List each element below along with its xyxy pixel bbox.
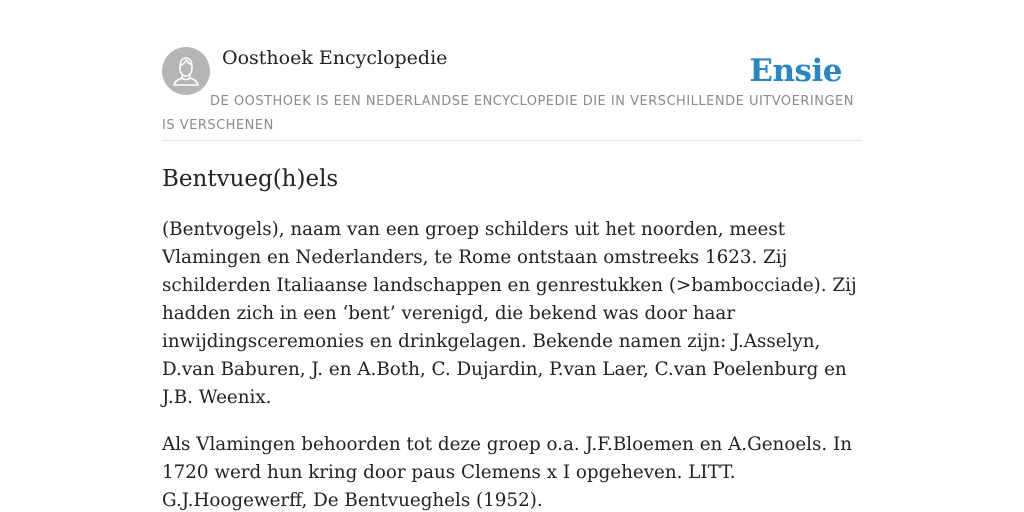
user-silhouette-icon bbox=[162, 47, 210, 95]
source-title[interactable]: Oosthoek Encyclopedie bbox=[222, 47, 448, 69]
source-header bbox=[162, 46, 862, 141]
article-paragraph: Als Vlamingen behoorden tot deze groep o.a. J.F.Bloemen en A.Genoels. In 1720 werd hun kring door paus Clemens x I opgeheven. LITT. G.J.Hoogewerff, De Bentvueghels (1952). bbox=[162, 434, 852, 511]
article-title: Bentvueg(h)els bbox=[162, 166, 339, 192]
source-tagline: DE OOSTHOEK IS EEN NEDERLANDSE ENCYCLOPEDIE DIE IN VERSCHILLENDE UITVOERINGEN IS VERSCHENEN bbox=[162, 94, 854, 133]
article-paragraph: (Bentvogels), naam van een groep schilders uit het noorden, meest Vlamingen en Nederlanders, te Rome ontstaan omstreeks 1623. Zij schilderden Italiaanse landschappen en genrestukken (>bambocciade). Zij hadden zich in een ‘bent’ verenigd, die bekend was door haar inwijdingsceremonies en drinkgelagen. Bekende namen zijn: J.Asselyn, D.van Baburen, J. en A.Both, C. Dujardin, P.van Laer, C.van Poelenburg en J.B. Weenix. bbox=[162, 219, 857, 408]
avatar[interactable] bbox=[162, 47, 210, 95]
article-body bbox=[162, 216, 866, 512]
ensie-logo[interactable]: Ensie bbox=[749, 53, 842, 89]
